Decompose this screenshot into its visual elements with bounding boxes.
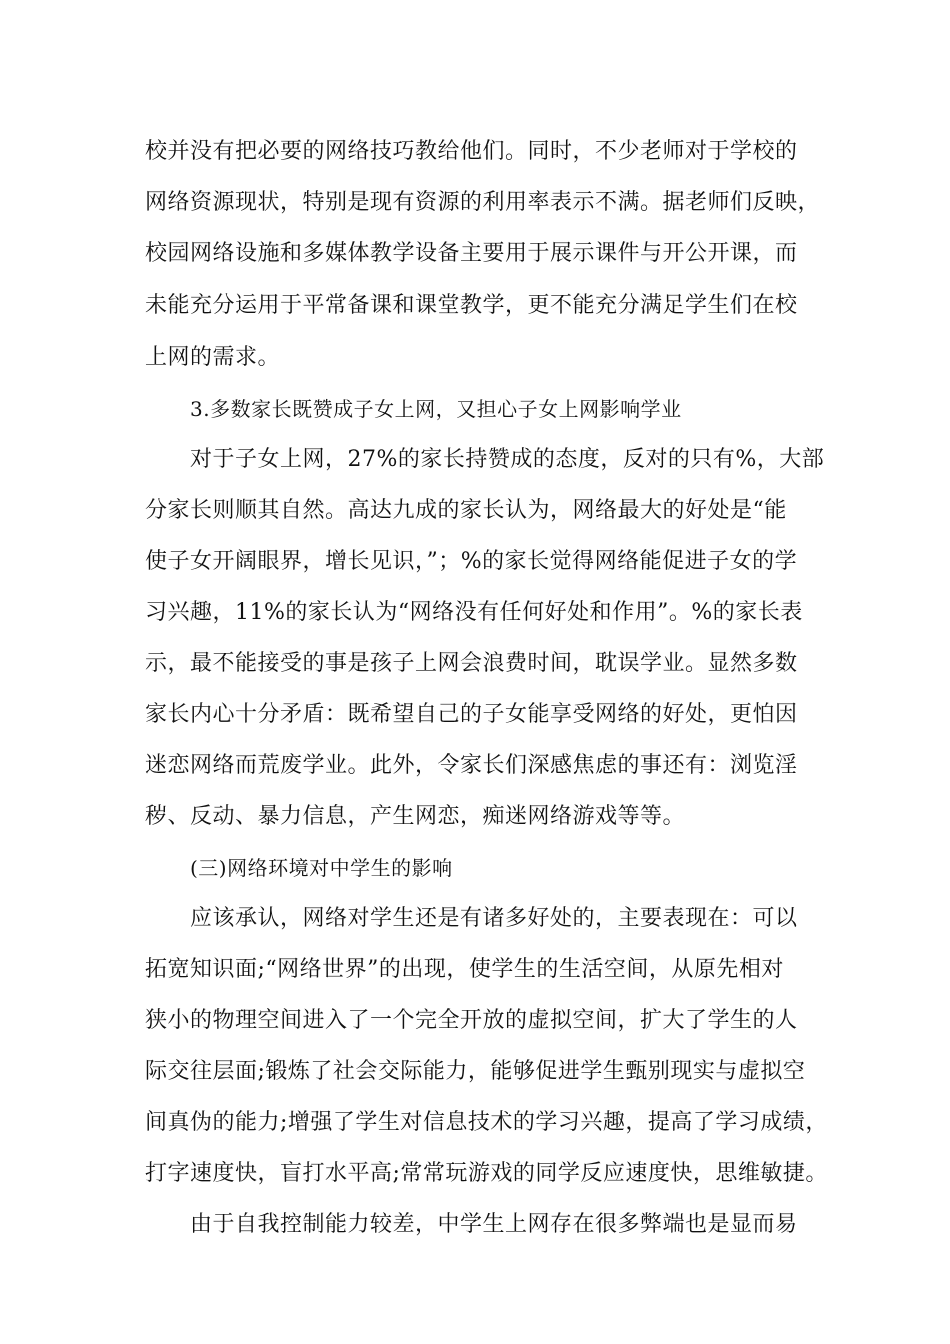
paragraph-line: 打字速度快，盲打水平高;常常玩游戏的同学反应速度快，思维敏捷。: [145, 1161, 828, 1186]
paragraph-line: 未能充分运用于平常备课和课堂教学，更不能充分满足学生们在校: [145, 293, 798, 318]
paragraph-line: 校园网络设施和多媒体教学设备主要用于展示课件与开公开课，而: [145, 241, 798, 266]
paragraph-line: 家长内心十分矛盾：既希望自己的子女能享受网络的好处，更怕因: [145, 702, 798, 727]
paragraph-line: 上网的需求。: [145, 345, 281, 370]
section-heading: (三)网络环境对中学生的影响: [190, 856, 453, 880]
paragraph-line: 际交往层面;锻炼了社会交际能力，能够促进学生甄别现实与虚拟空: [145, 1059, 806, 1084]
paragraph-line: 由于自我控制能力较差，中学生上网存在很多弊端也是显而易: [190, 1212, 798, 1237]
paragraph-line: 秽、反动、暴力信息，产生网恋，痴迷网络游戏等等。: [145, 804, 686, 829]
paragraph-line: 使子女开阔眼界，增长见识，”；%的家长觉得网络能促进子女的学: [145, 549, 798, 574]
paragraph-line: 拓宽知识面;“网络世界”的出现，使学生的生活空间，从原先相对: [145, 957, 784, 982]
paragraph-line: 应该承认，网络对学生还是有诸多好处的，主要表现在：可以: [190, 906, 798, 931]
paragraph-line: 迷恋网络而荒废学业。此外，令家长们深感焦虑的事还有：浏览淫: [145, 753, 798, 778]
paragraph-line: 狭小的物理空间进入了一个完全开放的虚拟空间，扩大了学生的人: [145, 1008, 798, 1033]
paragraph-line: 示，最不能接受的事是孩子上网会浪费时间，耽误学业。显然多数: [145, 651, 798, 676]
paragraph-line: 网络资源现状，特别是现有资源的利用率表示不满。据老师们反映，: [145, 190, 821, 215]
paragraph-line: 间真伪的能力;增强了学生对信息技术的学习兴趣，提高了学习成绩，: [145, 1110, 828, 1135]
paragraph-line: 对于子女上网，27%的家长持赞成的态度，反对的只有%，大部: [190, 447, 825, 472]
paragraph-line: 习兴趣，11%的家长认为“网络没有任何好处和作用”。%的家长表: [145, 600, 803, 625]
section-heading: 3.多数家长既赞成子女上网，又担心子女上网影响学业: [190, 397, 682, 421]
paragraph-line: 分家长则顺其自然。高达九成的家长认为，网络最大的好处是“能: [145, 498, 787, 523]
paragraph-line: 校并没有把必要的网络技巧教给他们。同时，不少老师对于学校的: [145, 139, 798, 164]
